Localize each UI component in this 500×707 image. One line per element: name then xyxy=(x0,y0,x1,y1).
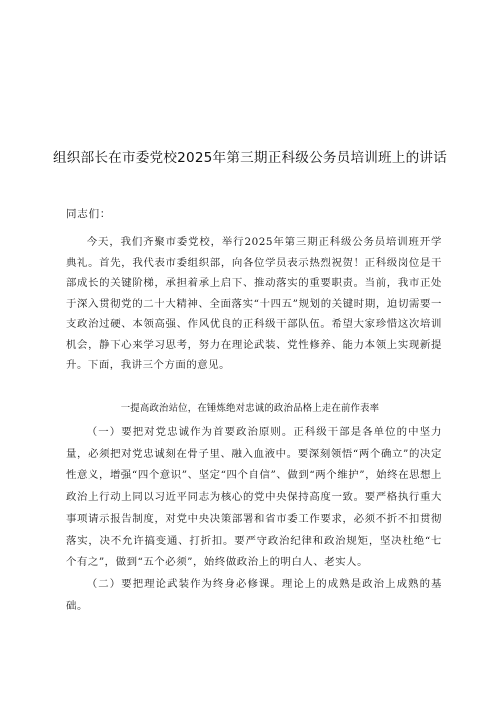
salutation: 同志们： xyxy=(66,208,112,220)
section-1-body xyxy=(66,422,442,617)
paragraph-intro: 今天，我们齐聚市委党校，举行2025年第三期正科级公务员培训班开学典礼。首先，我代表市委组织部，向各位学员表示热烈祝贺！正科级岗位是干部成长的关键阶梯，承担着承上启下、推动落实的重要职责。当前，我市正处于深入贯彻党的二十大精神、全面落实“十四五”规划的关键时期，迫切需要一支政治过硬、本领高强、作风优良的正科级干部队伍。希望大家珍惜这次培训机会，静下心来学习思考，努力在理论武装、党性修养、能力本领上实现新提升。下面，我讲三个方面的意见。 xyxy=(66,236,442,371)
paragraph-section-1-2: （二）要把理论武装作为终身必修课。理论上的成熟是政治上成熟的基础。 xyxy=(66,577,442,612)
section-heading-1: 一提高政治站位，在锤炼绝对忠诚的政治品格上走在前作表率 xyxy=(120,403,380,414)
document-title: 组织部长在市委党校2025年第三期正科级公务员培训班上的讲话 xyxy=(52,150,448,166)
intro-body xyxy=(66,232,442,376)
paragraph-section-1-1: （一）要把对党忠诚作为首要政治原则。正科级干部是各单位的中坚力量，必须把对党忠诚刻在骨子里、融入血液中。要深刻领悟“两个确立”的决定性意义，增强“四个意识”、坚定“四个自信”、做到“两个维护”，始终在思想上政治上行动上同以习近平同志为核心的党中央保持高度一致。要严格执行重大事项请示报告制度，对党中央决策部署和省市委工作要求，必须不折不扣贯彻落实，决不允许搞变通、打折扣。要严守政治纪律和政治规矩，坚决杜绝“七个有之”，做到“五个必须”，始终做政治上的明白人、老实人。 xyxy=(66,426,442,569)
